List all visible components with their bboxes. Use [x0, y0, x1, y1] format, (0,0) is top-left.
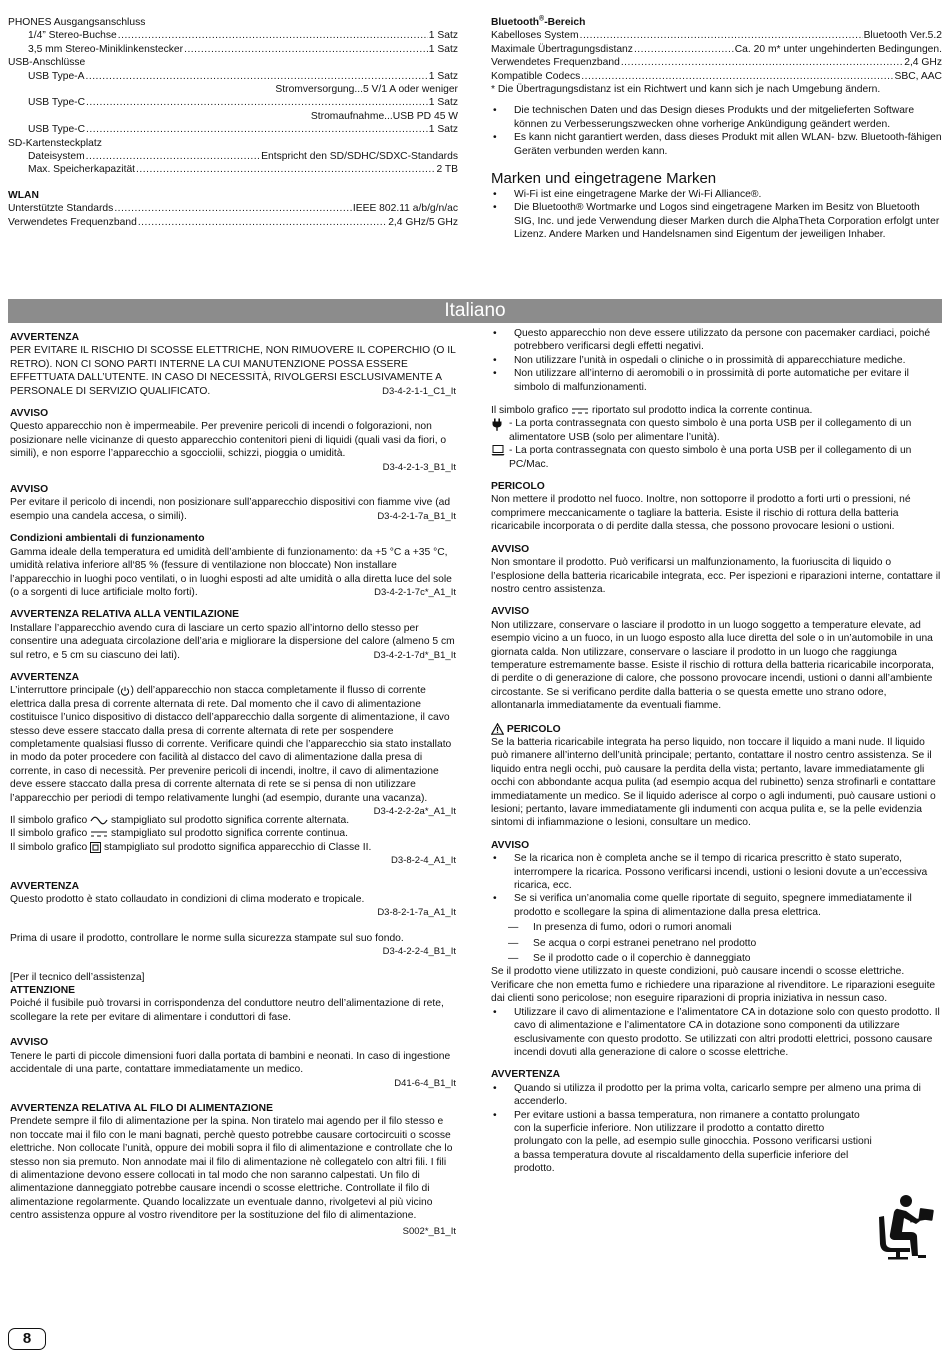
section-text: L’interruttore principale ( ) dell’apparecchio non stacca completamente il flusso di corrente elettrica dalla presa di corrente alternata di rete. Dal momento che il cavo di alimentazione costituisce l’unico dispositivo di distacco dell’apparecchio dalla sorgente di alimentazione, il cavo stesso deve essere staccato dalla presa di corrente alternata di rete per sospendere completamente qualsiasi flusso di corrente. Verificare quindi che l’apparecchio sia stato installato in modo da poter procedere con facilità al distacco del cavo di alimentazione dalla presa di corrente, in caso di necessità. Per prevenire pericoli di incendi, inoltre, il cavo di alimentazione deve essere staccato dalla presa di corrente alternata di rete se si pensa di non utilizzare l’apparecchio per periodi di tempo relativamente lunghi (ad esempio, durante una vacanza). D3-4-2-2-2a*_A1_It [10, 685, 456, 817]
section-text: Installare l’apparecchio avendo cura di lasciare un certo spazio all’intorno dello stesso per consentire una adeguata circolazione dell’aria e migliorare la dispersione del calore (almeno 5 cm sul retro, e 5 cm su ciascuno dei lati). D3-4-2-1-7d*_B1_It [10, 622, 456, 661]
section-title: PERICOLO [491, 481, 545, 493]
spec-row: Kabelloses System ..... Bluetooth Ver.5.2 [491, 29, 942, 42]
section-text: Gamma ideale della temperatura ed umidità dell’ambiente di funzionamento: da +5 °C a +35 °C, umidità relativa inferiore all‘85 % (fessure di ventilazione non bloccate) Non installare l’apparecchio in luoghi poco ventilati, o in luoghi esposti ad alte umidità o alla diretta luce del sole (o a sorgenti di luce artificiale molto forti). D3-4-2-1-7c*_A1_It [10, 546, 456, 598]
reference-code: D3-4-2-1-3_B1_It [382, 461, 456, 473]
language-banner: Italiano [8, 299, 942, 323]
spec-row: Dateisystem ..... Entspricht den SD/SDHC/SDXC-Standards [8, 150, 458, 163]
reference-code: D3-4-2-1-7a_B1_It [377, 510, 456, 522]
list-item: • Quando si utilizza il prodotto per la prima volta, caricarlo sempre per almeno una prima di accenderlo. [491, 1082, 942, 1109]
usb-heading: USB-Anschlüsse [8, 57, 86, 69]
section-text: Se il prodotto viene utilizzato in queste condizioni, può causare incendi o scosse elettriche. Verificare che non emetta fumo e richiedere una riparazione al rivenditore. Le riparazioni eseguite dai clienti sono pericolose; non eseguire riparazioni di propria iniziativa in nessun caso. [491, 966, 936, 1005]
spec-row: Max. Speicherkapazität ..... 2 TB [8, 163, 458, 176]
spec-row: 1/4” Stereo-Buchse ..... 1 Satz [8, 29, 458, 42]
section-text: PER EVITARE IL RISCHIO DI SCOSSE ELETTRICHE, NON RIMUOVERE IL COPERCHIO (O IL RETRO). NON CI SONO PARTI INTERNE LA CUI MANUTENZIONE POSSA ESSERE EFFETTUATA DALL’UTENTE. IN CASO DI NECESSITÀ, RIVOLGERSI ESCLUSIVAMENTE A PERSONALE DI SERVIZIO QUALIFICATO. D3-4-2-1-1_C1_It [10, 345, 456, 397]
spec-row: Maximale Übertragungsdistanz ..... Ca. 20 m* unter ungehinderten Bedingungen. [491, 43, 942, 56]
usb-pc-port-note: - La porta contrassegnata con questo simbolo è una porta USB per il collegamento di un PC/Mac. [491, 444, 942, 471]
section-text: Tenere le parti di piccole dimensioni fuori dalla portata di bambini e neonati. In caso di ingestione accidentale di una parte, contattare immediatamente un medico. [10, 1050, 451, 1076]
reference-code: D3-8-2-1-7a_A1_It [377, 907, 456, 919]
symbol-line-dc: Il simbolo grafico stampigliato sul prodotto significa corrente continua. [10, 828, 348, 840]
spec-row: Verwendetes Frequenzband ..... 2,4 GHz/5 GHz [8, 216, 458, 229]
section-title: AVVERTENZA [10, 332, 80, 343]
section-title: AVVISO [491, 543, 530, 555]
list-item: • Die Bluetooth® Wortmarke und Logos sind eingetragene Marken im Besitz von Bluetooth SIG, Inc. und jede Verwendung dieser Marken durch die AlphaTheta Corporation erfolgt unter Lizenz. Andere Marken und Handelsnamen sind Eigentum der jeweiligen Inhaber. [491, 201, 942, 241]
section-title: AVVISO [491, 839, 530, 851]
list-item: • Die technischen Daten und das Design dieses Produkts und der mitgelieferten Software können zu Verbesserungszwecken ohne vorherige Ankündigung geändert werden. [491, 104, 942, 131]
section-title: AVVERTENZA RELATIVA ALLA VENTILAZIONE [10, 609, 240, 621]
wlan-heading: WLAN [8, 189, 39, 201]
symbol-line-ac: Il simbolo grafico stampigliato sul prodotto significa corrente alternata. [10, 815, 350, 826]
page-number: 8 [8, 1328, 46, 1350]
symbol-line-class2: Il simbolo grafico stampigliato sul prodotto significa apparecchio di Classe II. [10, 841, 372, 853]
section-title: AVVERTENZA [10, 880, 80, 892]
section-text: Prendete sempre il filo di alimentazione per la spina. Non tiratelo mai agendo per il filo stesso e non toccate mai il filo con le mani bagnati, perchè questo potrebbe causare cortocircuiti o scosse elettriche. Non collocate l’unità, oppure dei mobili sopra il filo di alimentazione e controllate che lo stesso non sia premuto. Non annodate mai il filo di alimentazione nè collegatelo con altri fili. I fili di alimentazione devono essere collocati in tal modo che non saranno calpestati. Un filo di alimentazione danneggiato potrebbe causare incendi o scosse elettriche. Controllate il filo di alimentazione regolarmente. Quando localizzate un eventuale danno, rivolgetevi al più vicino centro assistenza oppure al vostro rivenditore per la sostituzione del filo di alimentazione. [10, 1116, 453, 1222]
list-item: — Se il prodotto cade o il coperchio è danneggiato [491, 952, 942, 965]
spec-column-left [8, 16, 458, 229]
reference-code: D3-4-2-2-4_B1_It [382, 946, 456, 958]
spec-column-right [491, 16, 942, 242]
list-item: • Se si verifica un’anomalia come quelle riportate di seguito, spegnere immediatamente il prodotto e scollegare la spina di alimentazione dalla presa elettrica. [491, 892, 942, 919]
list-item: • Wi-Fi ist eine eingetragene Marke der Wi-Fi Alliance®. [491, 188, 942, 201]
danger-heading: PERICOLO [491, 723, 942, 736]
reference-code: D3-4-2-1-7d*_B1_It [373, 649, 456, 661]
list-item: • Utilizzare il cavo di alimentazione e l’alimentatore CA in dotazione solo con questo prodotto. Il cavo di alimentazione e l’alimentatore CA in dotazione sono componenti da utilizzare esclusivamente con questo prodotto. Se utilizzati con altri prodotti elettrici, possono causare incendi dovuti alla generazione di calore o scosse elettriche. [491, 1006, 942, 1060]
section-title: AVVISO [10, 1037, 49, 1049]
spec-row: Verwendetes Frequenzband ..... 2,4 GHz [491, 56, 942, 69]
dc-symbol-line: Il simbolo grafico riportato sul prodotto indica la corrente continua. [491, 405, 813, 417]
ac-symbol-icon [90, 816, 108, 825]
spec-row: USB Type-C ..... 1 Satz [8, 96, 458, 109]
section-title: AVVISO [10, 408, 49, 420]
seated-person-laptop-icon [876, 1194, 938, 1260]
section-text: Non mettere il prodotto nel fuoco. Inoltre, non sottoporre il prodotto a forti urti o pressioni, né comprimere meccanicamente o tagliare la batteria. Esiste il rischio di rottura della batteria ricaricabile incorporata o di perdite dalla stessa, che possono provocare lesioni o ustioni. [491, 494, 911, 533]
dc-symbol-icon [571, 406, 589, 415]
section-title: ATTENZIONE [10, 985, 76, 997]
section-title: AVVISO [10, 484, 49, 496]
italian-column-left [10, 331, 456, 1238]
reference-code: D3-4-2-1-1_C1_It [382, 385, 456, 397]
spec-note: Stromaufnahme...USB PD 45 W [310, 110, 458, 122]
trademarks-heading: Marken und eingetragene Marken [491, 170, 717, 188]
section-title: Condizioni ambientali di funzionamento [10, 533, 205, 545]
spec-notes [491, 104, 942, 158]
standby-icon [120, 686, 130, 696]
reference-code: D41-6-4_B1_It [394, 1077, 456, 1089]
section-title: AVVERTENZA [10, 671, 80, 683]
section-title: AVVISO [491, 606, 530, 618]
dc-symbol-icon [90, 829, 108, 838]
list-item: • Per evitare ustioni a bassa temperatura, non rimanere a contatto prolungato con la superficie inferiore. Non utilizzare il prodotto a contatto diretto prolungato con la pelle, ad esempio sulle ginocchia. Possono verificarsi ustioni a bassa temperatura dovute al riscaldamento della superficie inferiore del prodotto. [491, 1109, 942, 1176]
section-text: Se la batteria ricaricabile integrata ha perso liquido, non toccare il liquido a mani nude. Il liquido può rimanere all’interno dell’unità principale; pertanto, contattare il nostro centro assistenza. Se il liquido entra negli occhi, può causare la perdita della vista; pertanto, lavare immediatamente gli occhi con abbondante acqua pulita (ad esempio acqua del rubinetto) senza strofinarli e contattare immediatamente un medico. Se il liquido aderisce al corpo o agli indumenti, può causare ustioni o lesioni; pertanto, lavare immediatamente gli indumenti con acqua pulita e, se la pelle evidenzia sintomi di infiammazione o lesioni, consultare un medico. [491, 736, 936, 829]
spec-row: Kompatible Codecs ..... SBC, AAC [491, 70, 942, 83]
bullet-list [491, 1006, 942, 1060]
list-item: • Non utilizzare l’unità in ospedali o cliniche o in prossimità di apparecchiature mediche. [491, 354, 942, 367]
section-text: Questo prodotto è stato collaudato in condizioni di clima moderato e tropicale. [10, 894, 365, 906]
symbol-legend [10, 814, 456, 868]
bluetooth-heading: Bluetooth®-Bereich [491, 15, 586, 28]
list-item: • Questo apparecchio non deve essere utilizzato da persone con pacemaker cardiaci, poiché potrebbero verificarsi degli effetti negativi. [491, 327, 942, 354]
spec-row: USB Type-C ..... 1 Satz [8, 123, 458, 136]
list-item: • Se la ricarica non è completa anche se il tempo di ricarica prescritto è stato superato, interrompere la ricarica. Possono verificarsi incendi, ustioni o lesioni dovute a un’eccessiva ricarica, ecc. [491, 852, 942, 892]
reference-code: S002*_B1_It [402, 1225, 456, 1237]
phones-heading: PHONES Ausgangsanschluss [8, 17, 146, 28]
section-text: Non smontare il prodotto. Può verificarsi un malfunzionamento, la fuoriuscita di liquido o l’esplosione della batteria ricaricabile integrata, ecc. Per ispezioni e riparazioni interne, contattare il nostro centro assistenza. [491, 557, 941, 595]
computer-icon [491, 445, 505, 456]
usb-power-plug-icon [491, 418, 503, 431]
spec-row: 3,5 mm Stereo-Miniklinkenstecker ..... 1 Satz [8, 43, 458, 56]
section-text: Poiché il fusibile può trovarsi in corrispondenza del conduttore neutro dell’alimentazione di rete, scollegare la rete per evitare di alimentare i conduttori di fase. [10, 998, 444, 1023]
list-item: — In presenza di fumo, odori o rumori anomali [491, 921, 942, 934]
list-item: • Non utilizzare all’interno di aeromobili o in prossimità di porte automatiche per evitare il simbolo di malfunzionamenti. [491, 367, 942, 394]
warning-triangle-icon [491, 723, 504, 735]
reference-code: D3-4-2-1-7c*_A1_It [374, 586, 456, 598]
trademarks-list [491, 188, 942, 242]
section-text: Prima di usare il prodotto, controllare le norme sulla sicurezza stampate sul suo fondo. [10, 932, 404, 944]
class-ii-icon [90, 842, 101, 853]
section-text: Questo apparecchio non è impermeabile. Per prevenire pericoli di incendi o folgorazioni, non posizionare nelle vicinanze di questo apparecchio contenitori pieni di liquidi (quali vasi da fiori, o simili), e non esporre l’apparecchio a sgocciolii, schizzi, pioggia o umidità. [10, 421, 447, 460]
bullet-list [491, 327, 942, 394]
list-item: • Es kann nicht garantiert werden, dass dieses Produkt mit allen WLAN- bzw. Bluetooth-fähigen Geräten verbunden werden kann. [491, 131, 942, 158]
list-item: — Se acqua o corpi estranei penetrano nel prodotto [491, 937, 942, 950]
section-title: AVVERTENZA [491, 1069, 561, 1081]
spec-note: Stromversorgung...5 V/1 A oder weniger [275, 84, 458, 96]
spec-row: Unterstützte Standards ..... IEEE 802.11 a/b/g/n/ac [8, 202, 458, 215]
bluetooth-footnote: * Die Übertragungsdistanz ist ein Richtwert und kann sich je nach Umgebung ändern. [491, 84, 881, 96]
reference-code: D3-8-2-4_A1_It [391, 855, 456, 867]
spec-row: USB Type-A ..... 1 Satz [8, 70, 458, 83]
section-title: AVVERTENZA RELATIVA AL FILO DI ALIMENTAZIONE [10, 1102, 273, 1114]
section-text: Non utilizzare, conservare o lasciare il prodotto in un luogo soggetto a temperature elevate, ad esempio vicino a un fuoco, in un luogo esposto alla luce diretta del sole o in un’automobile in una giornata calda. Non utilizzare, conservare o lasciare il prodotto in un luogo che raggiunga temperature estremamente basse. Esiste il rischio di rottura della batteria ricaricabile incorporata, di perdite o di generazione di calore, che possono provocare incendi, ustioni o danni all’ambiente circostante. Se si verificano perdite dalla batteria o se questa emette uno strano odore, allontanarla immediatamente da eventuali fiamme. [491, 619, 934, 712]
bullet-list [491, 852, 942, 919]
sd-heading: SD-Kartensteckplatz [8, 137, 102, 149]
usb-power-port-note: - La porta contrassegnata con questo simbolo è una porta USB per il collegamento di un alimentatore USB (solo per alimentare l’unità). [491, 417, 942, 444]
service-note: [Per il tecnico dell’assistenza] [10, 971, 145, 983]
reference-code: D3-4-2-2-2a*_A1_It [373, 806, 456, 817]
dash-list [491, 921, 942, 965]
italian-column-right [491, 327, 942, 1176]
bullet-list [491, 1082, 942, 1176]
section-text: Per evitare il pericolo di incendi, non posizionare sull’apparecchio dispositivi con fiamme vive (ad esempio una candela accesa, o simili). D3-4-2-1-7a_B1_It [10, 497, 456, 522]
